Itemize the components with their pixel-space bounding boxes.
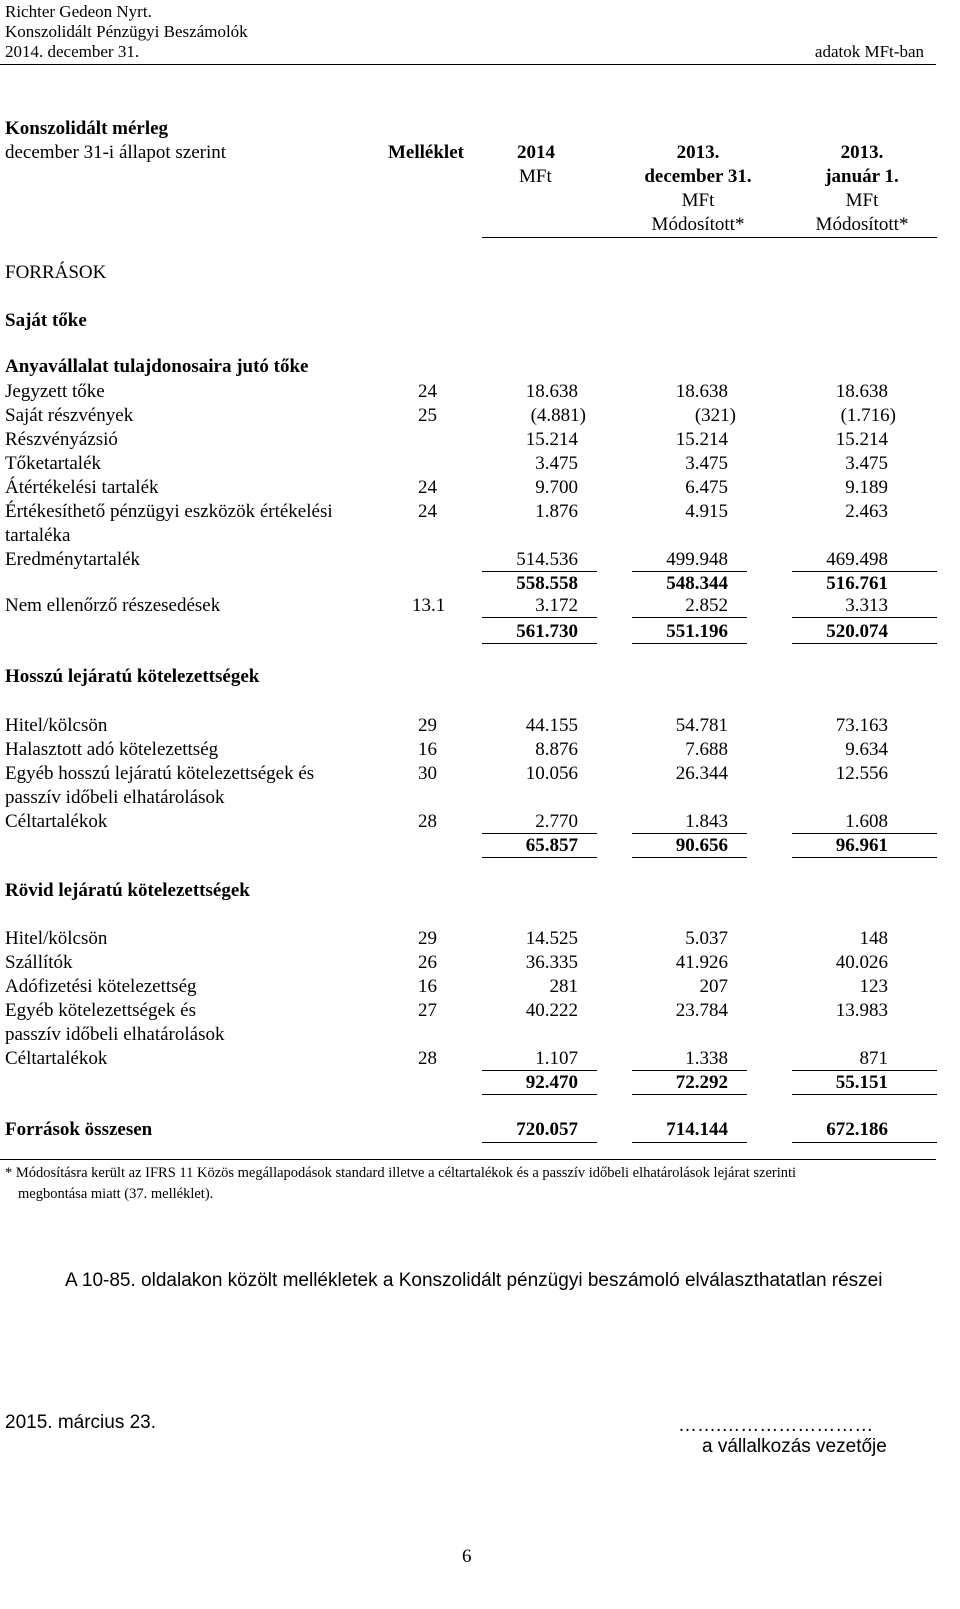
row-note: 28 [418, 1048, 437, 1069]
total-2013: 551.196 [666, 621, 728, 642]
row-value-2013j: 73.163 [835, 715, 888, 736]
row-value-2014: 15.214 [525, 429, 578, 450]
short-total-underline-2013j [792, 1094, 937, 1095]
row-label: Szállítók [5, 952, 73, 973]
row-value-2013j: 9.634 [845, 739, 888, 760]
row-label: Értékesíthető pénzügyi eszközök értékelési [5, 501, 333, 522]
row-label-cont: tartaléka [5, 525, 71, 546]
row-value-2014: (4.881) [530, 405, 586, 426]
row-label: Egyéb hosszú lejáratú kötelezettségek és [5, 763, 315, 784]
row-note: 26 [418, 952, 437, 973]
row-value-2013: 26.344 [675, 763, 728, 784]
row-value-2014: 2.770 [535, 811, 578, 832]
row-value-2014: 18.638 [525, 381, 578, 402]
col-2013-year: 2013. [676, 142, 720, 163]
row-value-2014: 14.525 [525, 928, 578, 949]
row-value-2014: 36.335 [525, 952, 578, 973]
row-label: Tőketartalék [5, 453, 102, 474]
row-label: Céltartalékok [5, 811, 108, 832]
row-value-2014: 3.172 [535, 595, 578, 616]
total-2014: 65.857 [525, 835, 578, 856]
row-value-2013j: 123 [859, 976, 888, 997]
grand-total-underline-2013j [792, 1142, 937, 1143]
page-number: 6 [462, 1546, 472, 1567]
row-label: Adófizetési kötelezettség [5, 976, 197, 997]
grand-total-2014: 720.057 [516, 1119, 578, 1140]
unit-label: adatok MFt-ban [814, 42, 924, 61]
row-value-2014: 1.876 [535, 501, 578, 522]
total-2013j: 55.151 [835, 1072, 888, 1093]
row-label: Saját részvények [5, 405, 134, 426]
grand-total-2013j: 672.186 [826, 1119, 888, 1140]
subtotal-2013: 548.344 [666, 573, 728, 594]
row-value-2014: 3.475 [535, 453, 578, 474]
grand-total-2013: 714.144 [666, 1119, 728, 1140]
col-2013j-unit: MFt [845, 190, 879, 211]
total-line-2014 [482, 617, 597, 618]
col-2013-mod: Módosított* [651, 214, 745, 235]
grand-total-underline-2013 [632, 1142, 747, 1143]
row-value-2013: 4.915 [685, 501, 728, 522]
section-anyavallalat: Anyavállalat tulajdonosaira jutó tőke [5, 356, 309, 377]
col-2013j-mod: Módosított* [815, 214, 909, 235]
row-value-2013: 18.638 [675, 381, 728, 402]
row-value-2013: 15.214 [675, 429, 728, 450]
long-total-underline-2014 [482, 857, 597, 858]
row-value-2013j: 469.498 [826, 549, 888, 570]
short-total-underline-2014 [482, 1094, 597, 1095]
row-note: 27 [418, 1000, 437, 1021]
col-2014-year: 2014 [517, 142, 555, 163]
row-value-2013j: (1.716) [840, 405, 896, 426]
total-underline-2013j [792, 643, 937, 644]
section-rovid: Rövid lejáratú kötelezettségek [5, 880, 250, 901]
row-value-2013: 3.475 [685, 453, 728, 474]
col-2013j-year: 2013. [840, 142, 884, 163]
row-value-2014: 281 [549, 976, 578, 997]
row-label: Egyéb kötelezettségek és [5, 1000, 196, 1021]
row-label: Eredménytartalék [5, 549, 141, 570]
row-value-2013: 1.843 [685, 811, 728, 832]
subtotal-2013j: 516.761 [826, 573, 888, 594]
row-value-2013: 499.948 [666, 549, 728, 570]
row-label: Hitel/kölcsön [5, 928, 108, 949]
col-note-header: Melléklet [388, 142, 464, 163]
col-2013-date: december 31. [644, 166, 752, 187]
row-value-2013j: 2.463 [845, 501, 888, 522]
signature-date: 2015. március 23. [5, 1412, 157, 1433]
row-label-cont: passzív időbeli elhatárolások [5, 787, 225, 808]
row-label: Halasztott adó kötelezettség [5, 739, 219, 760]
row-value-2013j: 9.189 [845, 477, 888, 498]
statement-text: A 10-85. oldalakon közölt mellékletek a Konszolidált pénzügyi beszámoló elválaszthatatlan részei [65, 1270, 883, 1291]
long-total-underline-2013 [632, 857, 747, 858]
col-2013j-date: január 1. [825, 166, 899, 187]
long-total-underline-2013j [792, 857, 937, 858]
signature-line: …….…………………… [678, 1415, 874, 1436]
row-value-2014: 1.107 [535, 1048, 578, 1069]
row-value-2013j: 1.608 [845, 811, 888, 832]
row-value-2014: 44.155 [525, 715, 578, 736]
row-value-2013j: 3.475 [845, 453, 888, 474]
total-underline-2014 [482, 643, 597, 644]
row-value-2014: 514.536 [516, 549, 578, 570]
row-value-2013: 54.781 [675, 715, 728, 736]
col-2013-unit: MFt [681, 190, 715, 211]
section-forrasok: FORRÁSOK [5, 262, 107, 283]
total-2014: 561.730 [516, 621, 578, 642]
subtotal-2014: 558.558 [516, 573, 578, 594]
total-2013: 90.656 [675, 835, 728, 856]
row-note: 13.1 [412, 595, 446, 616]
row-label-cont: passzív időbeli elhatárolások [5, 1024, 225, 1045]
row-value-2013j: 3.313 [845, 595, 888, 616]
row-note: 24 [418, 501, 437, 522]
row-value-2013: 207 [699, 976, 728, 997]
row-value-2013: 2.852 [685, 595, 728, 616]
row-label: Céltartalékok [5, 1048, 108, 1069]
total-line-2013 [632, 617, 747, 618]
short-total-underline-2013 [632, 1094, 747, 1095]
page-title: Konszolidált mérleg [5, 118, 169, 139]
total-2013j: 520.074 [826, 621, 888, 642]
row-value-2013: 6.475 [685, 477, 728, 498]
grand-total-label: Források összesen [5, 1119, 153, 1140]
row-value-2013j: 871 [859, 1048, 888, 1069]
total-2013: 72.292 [675, 1072, 728, 1093]
company-name: Richter Gedeon Nyrt. [5, 2, 152, 21]
row-value-2014: 10.056 [525, 763, 578, 784]
row-note: 24 [418, 381, 437, 402]
row-note: 28 [418, 811, 437, 832]
row-value-2014: 8.876 [535, 739, 578, 760]
section-hosszu: Hosszú lejáratú kötelezettségek [5, 666, 260, 687]
row-note: 30 [418, 763, 437, 784]
row-note: 24 [418, 477, 437, 498]
footnote-line1: * Módosításra került az IFRS 11 Közös megállapodások standard illetve a céltartalékok és a passzív időbeli elhatárolások lejárat szerinti [5, 1165, 797, 1181]
header-divider [0, 64, 936, 65]
row-value-2013j: 12.556 [835, 763, 888, 784]
row-value-2014: 40.222 [525, 1000, 578, 1021]
row-label: Átértékelési tartalék [5, 477, 159, 498]
row-value-2013: 5.037 [685, 928, 728, 949]
total-underline-2013 [632, 643, 747, 644]
row-value-2013: (321) [694, 405, 736, 426]
row-note: 16 [418, 976, 437, 997]
page-subtitle: december 31-i állapot szerint [5, 142, 227, 163]
row-value-2013j: 13.983 [835, 1000, 888, 1021]
row-value-2013: 41.926 [675, 952, 728, 973]
row-value-2013j: 15.214 [835, 429, 888, 450]
row-note: 16 [418, 739, 437, 760]
section-sajat-toke: Saját tőke [5, 310, 87, 331]
grand-total-underline-2014 [482, 1142, 597, 1143]
header-underline [482, 237, 937, 238]
signature-title: a vállalkozás vezetője [702, 1436, 887, 1457]
row-note: 25 [418, 405, 437, 426]
row-value-2013j: 40.026 [835, 952, 888, 973]
total-2013j: 96.961 [835, 835, 888, 856]
col-2014-unit: MFt [519, 166, 552, 187]
report-date: 2014. december 31. [5, 42, 140, 61]
row-label: Részvényázsió [5, 429, 118, 450]
row-note: 29 [418, 928, 437, 949]
row-note: 29 [418, 715, 437, 736]
total-2014: 92.470 [525, 1072, 578, 1093]
row-value-2013: 1.338 [685, 1048, 728, 1069]
footnote-divider [0, 1159, 936, 1160]
row-value-2013: 23.784 [675, 1000, 728, 1021]
total-line-2013j [792, 617, 937, 618]
row-value-2013j: 148 [859, 928, 888, 949]
row-label: Nem ellenőrző részesedések [5, 595, 221, 616]
row-value-2013: 7.688 [685, 739, 728, 760]
row-label: Hitel/kölcsön [5, 715, 108, 736]
row-label: Jegyzett tőke [5, 381, 105, 402]
footnote-line2: megbontása miatt (37. melléklet). [18, 1186, 214, 1202]
row-value-2014: 9.700 [535, 477, 578, 498]
row-value-2013j: 18.638 [835, 381, 888, 402]
report-name: Konszolidált Pénzügyi Beszámolók [5, 22, 248, 41]
